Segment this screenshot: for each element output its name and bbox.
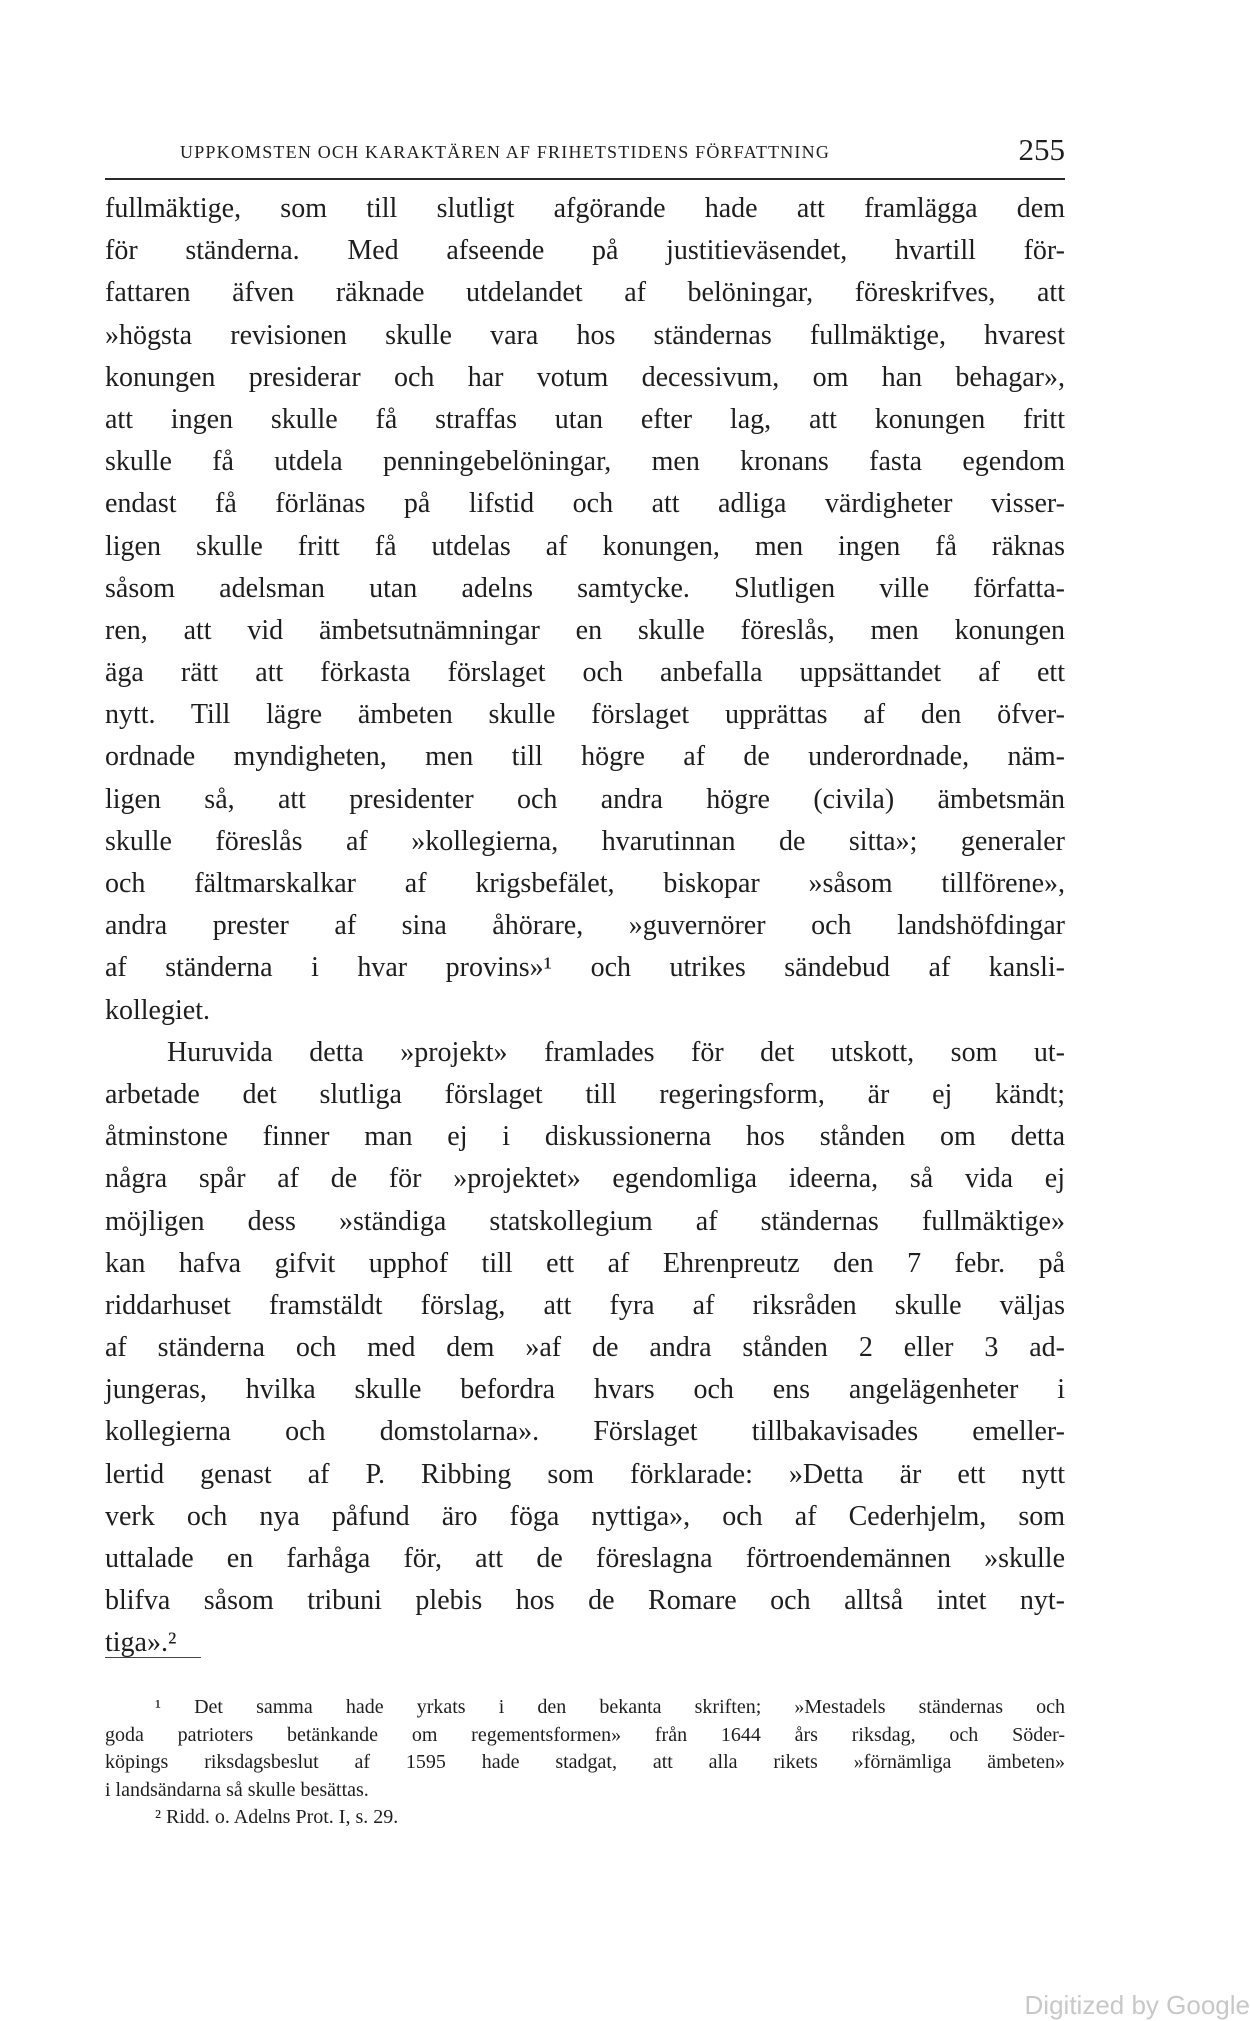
text-line: nytt. Till lägre ämbeten skulle förslaget upprättas af den öfver- xyxy=(105,699,1065,731)
text-line: konungen presiderar och har votum decessivum, om han behagar», xyxy=(105,361,1065,393)
text-line: af ständerna och med dem »af de andra stånden 2 eller 3 ad- xyxy=(105,1332,1065,1364)
text-line: åtminstone finner man ej i diskussionerna hos stånden om detta xyxy=(105,1121,1065,1153)
text-line: uttalade en farhåga för, att de föreslagna förtroendemännen »skulle xyxy=(105,1543,1065,1574)
text-line: andra prester af sina åhörare, »guvernörer och landshöfdingar xyxy=(105,910,1065,942)
footnotes xyxy=(105,1694,1065,1832)
running-title: UPPKOMSTEN OCH KARAKTÄREN AF FRIHETSTIDENS FÖRFATTNING xyxy=(180,142,831,162)
text-line: riddarhuset framstäldt förslag, att fyra af riksråden skulle väljas xyxy=(105,1289,1065,1321)
digitization-watermark: Digitized by Google xyxy=(1024,1990,1250,2020)
body-text xyxy=(105,188,1065,1665)
footnote-1-line: ¹ Det samma hade yrkats i den bekanta skriften; »Mestadels ständernas och xyxy=(155,1696,1065,1718)
text-line: några spår af de för »projektet» egendomliga ideerna, så vida ej xyxy=(105,1163,1065,1195)
text-line: blifva såsom tribuni plebis hos de Romare och alltså intet nyt- xyxy=(105,1585,1065,1617)
text-line: jungeras, hvilka skulle befordra hvars och ens angelägenheter i xyxy=(105,1374,1065,1406)
text-line: för ständerna. Med afseende på justitieväsendet, hvartill för- xyxy=(105,235,1065,267)
footnote-1-line: i landsändarna så skulle besättas. xyxy=(105,1778,369,1801)
text-line: ligen så, att presidenter och andra högre (civila) ämbetsmän xyxy=(105,783,1065,815)
page-number: 255 xyxy=(1018,132,1065,167)
footnote-rule xyxy=(105,1657,201,1658)
footnote-1-line: goda patrioters betänkande om regementsformen» från 1644 års riksdag, och Söder- xyxy=(105,1723,1065,1746)
text-line: ordnade myndigheten, men till högre af de underordnade, näm- xyxy=(105,741,1065,773)
text-line: såsom adelsman utan adelns samtycke. Slutligen ville författa- xyxy=(105,572,1065,604)
text-line: skulle få utdela penningebelöningar, men kronans fasta egendom xyxy=(105,446,1065,478)
text-line: af ständerna i hvar provins»¹ och utrikes sändebud af kansli- xyxy=(105,952,1065,984)
text-line: »högsta revisionen skulle vara hos ständernas fullmäktige, hvarest xyxy=(105,319,1065,351)
text-line: kollegiet. xyxy=(105,994,210,1026)
text-line: kan hafva gifvit upphof till ett af Ehrenpreutz den 7 febr. på xyxy=(105,1247,1065,1279)
text-line: endast få förlänas på lifstid och att adliga värdigheter visser- xyxy=(105,488,1065,520)
footnote-2-line: ² Ridd. o. Adelns Prot. I, s. 29. xyxy=(155,1806,399,1828)
text-line: verk och nya påfund äro föga nyttiga», och af Cederhjelm, som xyxy=(105,1500,1065,1532)
footnote-1-line: köpings riksdagsbeslut af 1595 hade stadgat, att alla rikets »förnämliga ämbeten» xyxy=(105,1751,1065,1773)
text-line: att ingen skulle få straffas utan efter lag, att konungen fritt xyxy=(105,403,1065,435)
text-line: ligen skulle fritt få utdelas af konungen, men ingen få räknas xyxy=(105,530,1065,562)
text-line: skulle föreslås af »kollegierna, hvarutinnan de sitta»; generaler xyxy=(105,825,1065,857)
running-head xyxy=(180,132,1065,172)
text-line: ren, att vid ämbetsutnämningar en skulle föreslås, men konungen xyxy=(105,614,1065,646)
header-rule xyxy=(105,178,1065,180)
text-line: äga rätt att förkasta förslaget och anbefalla uppsättandet af ett xyxy=(105,657,1065,689)
text-line: möjligen dess »ständiga statskollegium af ständernas fullmäktige» xyxy=(105,1205,1065,1237)
text-line: lertid genast af P. Ribbing som förklarade: »Detta är ett nytt xyxy=(105,1458,1065,1490)
text-line: tiga».² xyxy=(105,1627,177,1659)
text-line: och fältmarskalkar af krigsbefälet, biskopar »såsom tillförene», xyxy=(105,868,1065,899)
paragraph-start-line: Huruvida detta »projekt» framlades för det utskott, som ut- xyxy=(167,1036,1065,1068)
text-line: kollegierna och domstolarna». Förslaget tillbakavisades emeller- xyxy=(105,1416,1065,1448)
text-line: fullmäktige, som till slutligt afgörande hade att framlägga dem xyxy=(105,193,1065,224)
text-line: fattaren äfven räknade utdelandet af belöningar, föreskrifves, att xyxy=(105,277,1065,309)
text-line: arbetade det slutliga förslaget till regeringsform, är ej kändt; xyxy=(105,1078,1065,1110)
